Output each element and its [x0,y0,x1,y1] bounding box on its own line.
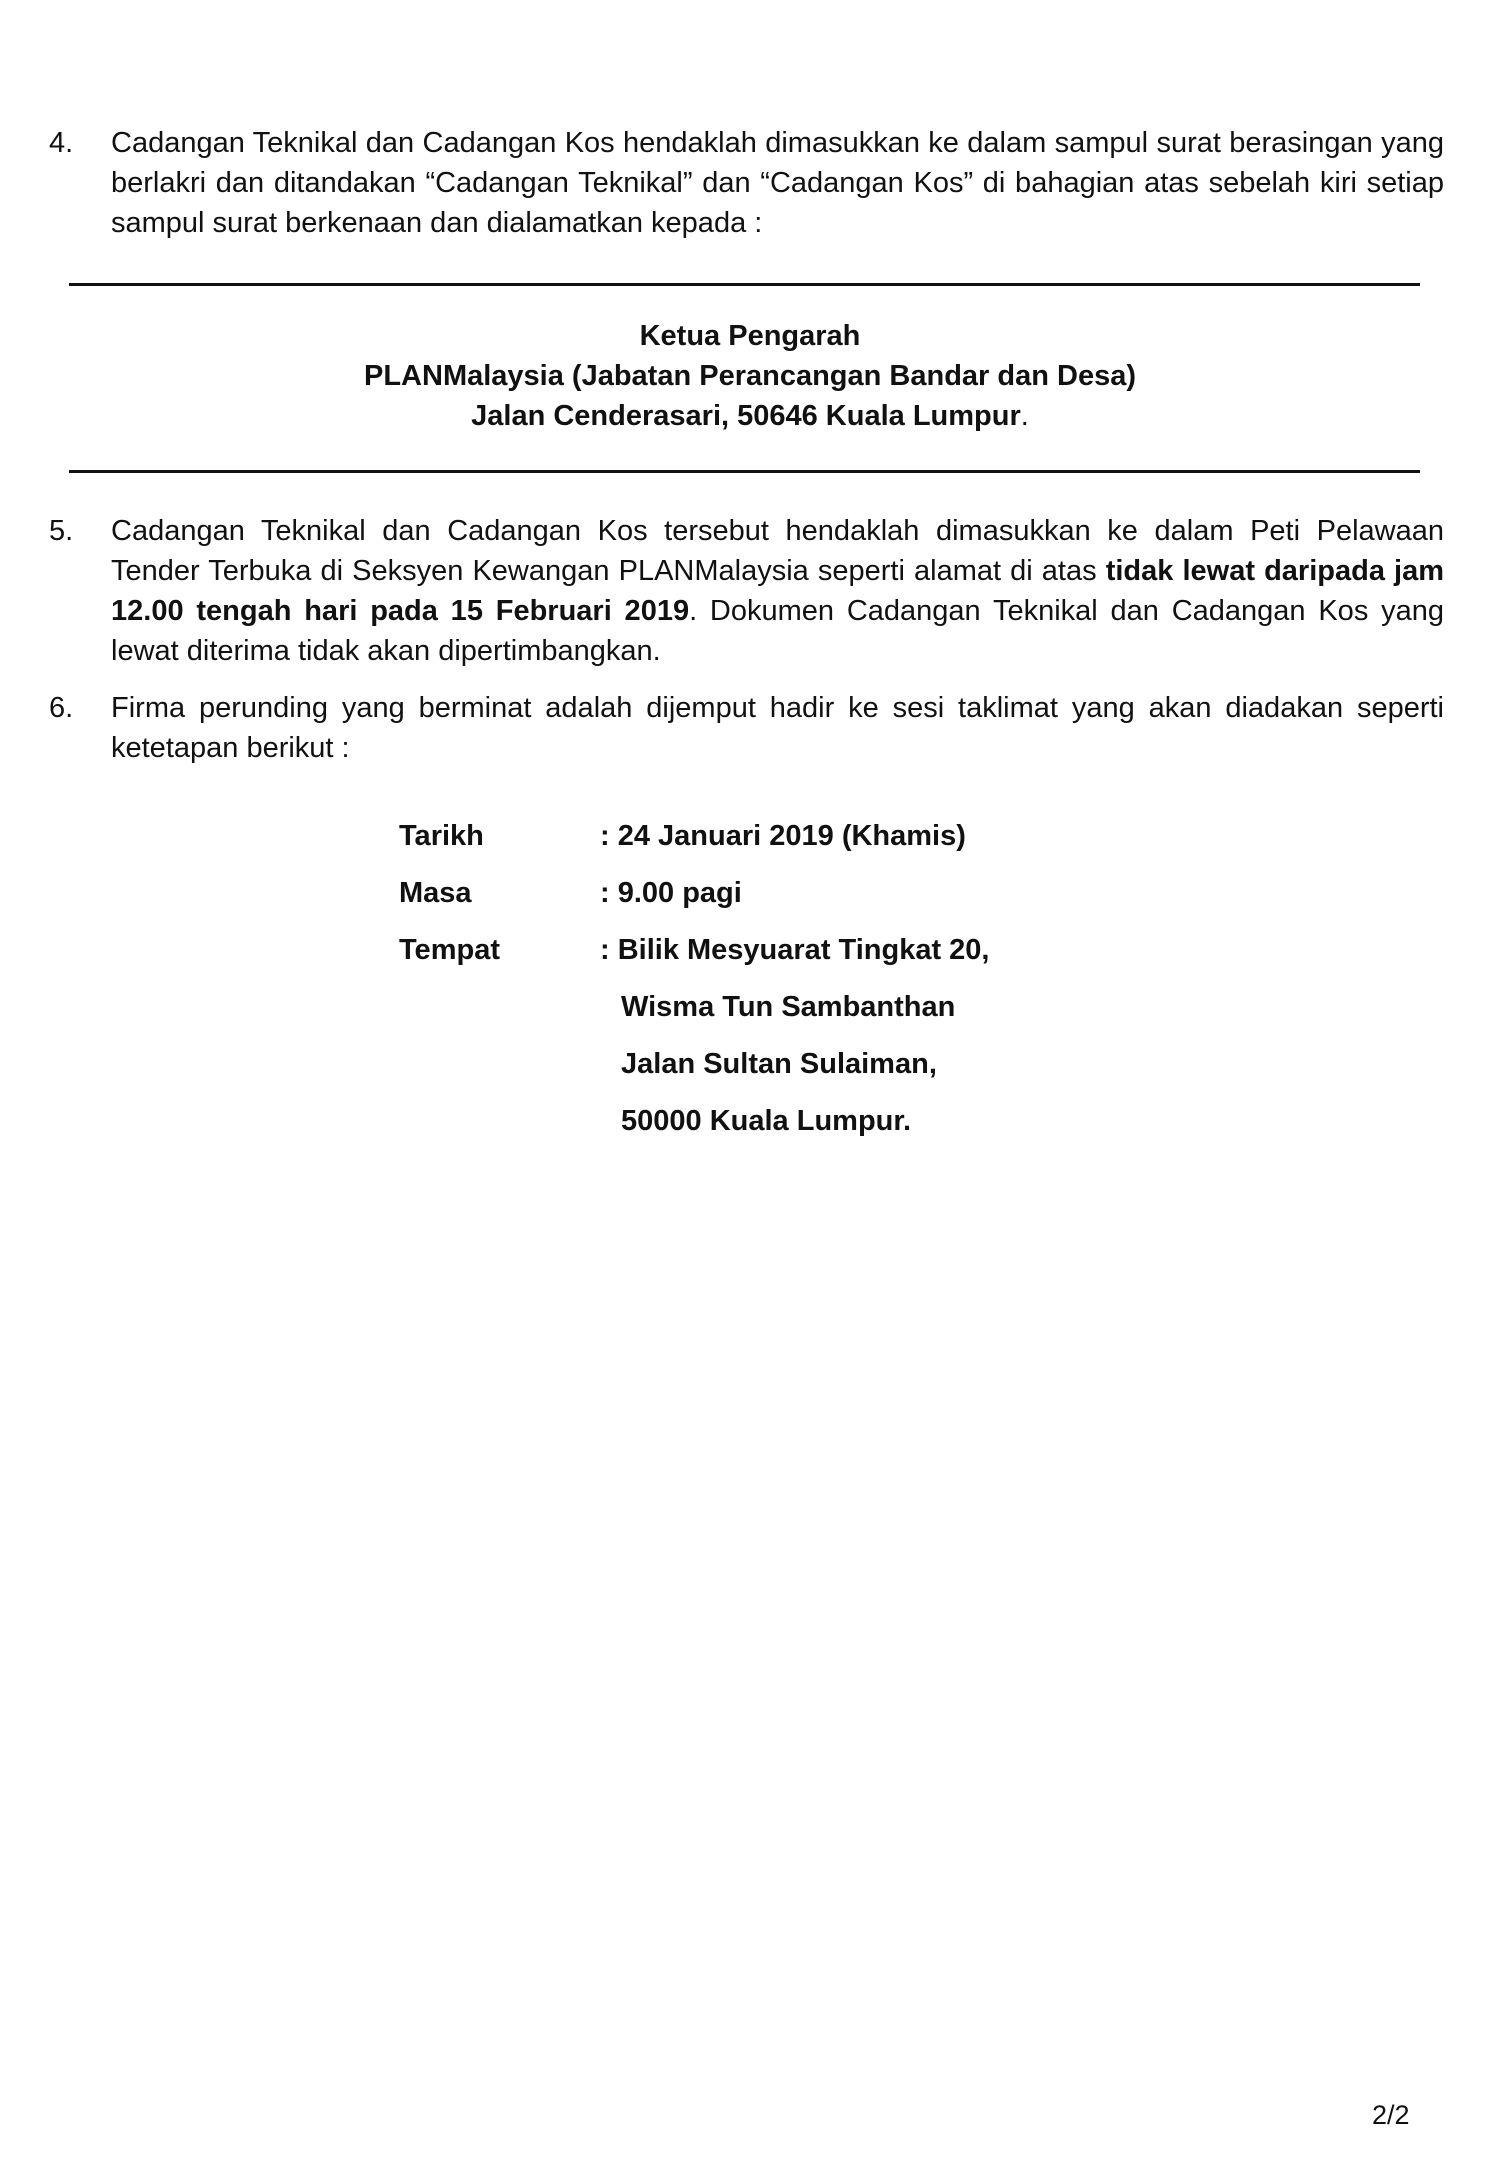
place-value: : Bilik Mesyuarat Tingkat 20, [600,934,990,966]
address-block [0,316,1500,436]
paragraph-6 [49,688,1444,768]
place-line: Jalan Sultan Sulaiman, [621,1048,937,1080]
paragraph-text: Cadangan Teknikal dan Cadangan Kos tersebut hendaklah dimasukkan ke dalam Peti Pelawaan Tender Terbuka di Seksyen Kewangan PLANMalaysia seperti alamat di atas tidak lewat daripada jam 12.00 tengah hari pada 15 Februari 2019. Dokumen Cadangan Teknikal dan Cadangan Kos yang lewat diterima tidak akan dipertimbangkan. [111,515,1444,667]
paragraph-text: Firma perunding yang berminat adalah dijemput hadir ke sesi taklimat yang akan diadakan seperti ketetapan berikut : [111,692,1444,764]
address-organization: PLANMalaysia (Jabatan Perancangan Bandar dan Desa) [364,360,1136,392]
paragraph-4 [49,123,1444,243]
place-label: Tempat [399,934,500,966]
paragraph-number: 5. [49,515,74,547]
deadline-text: tidak lewat daripada jam 12.00 tengah hari pada 15 Februari 2019 [111,555,1444,627]
paragraph-5 [49,511,1444,671]
date-label: Tarikh [399,820,484,852]
paragraph-number: 6. [49,692,74,724]
date-value: : 24 Januari 2019 (Khamis) [600,820,966,852]
paragraph-text: Cadangan Teknikal dan Cadangan Kos hendaklah dimasukkan ke dalam sampul surat berasingan yang berlakri dan ditandakan “Cadangan Teknikal” dan “Cadangan Kos” di bahagian atas sebelah kiri setiap sampul surat berkenaan dan dialamatkan kepada : [111,127,1444,239]
place-line: Wisma Tun Sambanthan [621,991,956,1023]
time-label: Masa [399,877,472,909]
divider-top [69,283,1420,286]
address-recipient: Ketua Pengarah [639,320,861,352]
address-street: Jalan Cenderasari, 50646 Kuala Lumpur. [471,400,1029,432]
place-line: 50000 Kuala Lumpur. [621,1105,912,1137]
paragraph-number: 4. [49,127,74,159]
time-value: : 9.00 pagi [600,877,742,909]
divider-bottom [69,470,1420,473]
page-number: 2/2 [1372,2100,1410,2130]
briefing-schedule [399,808,990,1150]
